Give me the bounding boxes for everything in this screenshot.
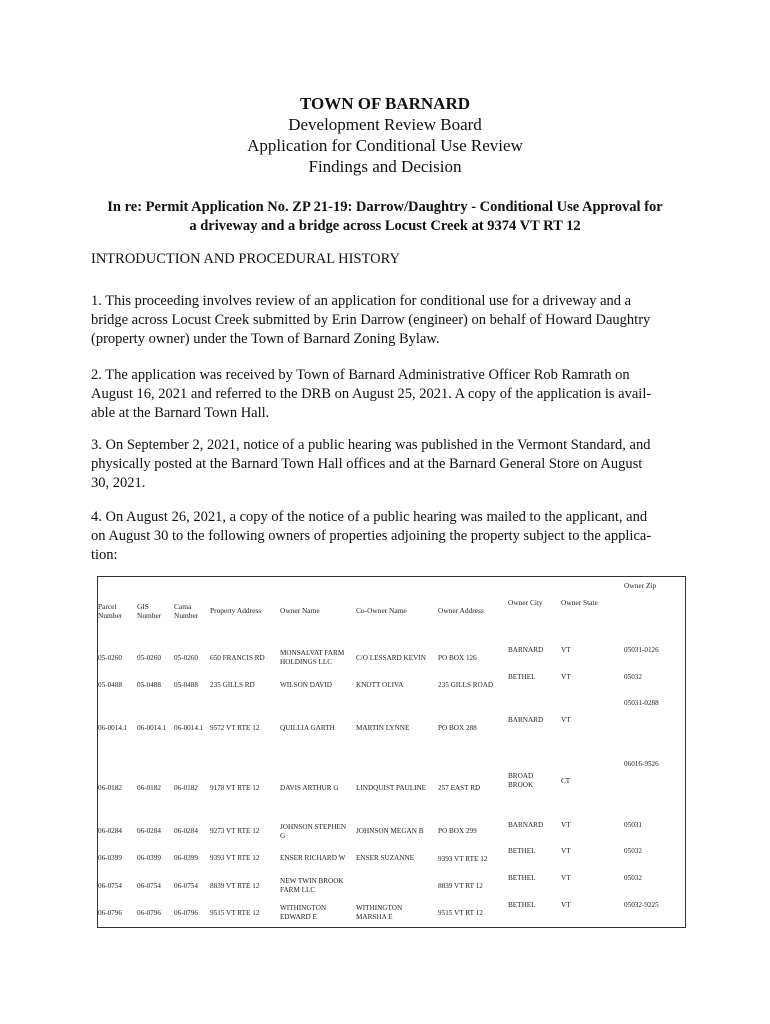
cell-gis: 06-0796 <box>137 909 161 917</box>
cell-state: VT <box>561 716 571 724</box>
cell-parcel: 05-0260 <box>98 654 122 662</box>
cell-parcel: 06-0182 <box>98 784 122 792</box>
cell-text: NEW TWIN BROOK <box>280 877 344 885</box>
cell-co-owner: KNOTT OLIVA <box>356 681 404 689</box>
cell-property: 9273 VT RTE 12 <box>210 827 260 835</box>
header-text: Number <box>137 611 162 620</box>
adjoining-owners-table <box>97 576 686 928</box>
cell-gis: 06-0754 <box>137 882 161 890</box>
cell-text: MONSALVAT FARM <box>280 649 345 657</box>
cell-text: WITHINGTON <box>280 904 327 912</box>
cell-city: BARNARD <box>508 646 544 654</box>
paragraph-line: 4. On August 26, 2021, a copy of the notice of a public hearing was mailed to the applicant, and <box>91 509 648 525</box>
cell-gis: 06-0014.1 <box>137 724 167 732</box>
cell-text: FARM LLC <box>280 886 316 894</box>
cell-owner <box>280 649 344 667</box>
cell-zip: 05032 <box>624 673 642 681</box>
cell-text: BROOK <box>508 781 534 789</box>
cell-state: VT <box>561 646 571 654</box>
cell-owner <box>280 904 326 922</box>
cell-address: 9515 VT RT 12 <box>438 909 483 917</box>
cell-cama: 06-0796 <box>174 909 198 917</box>
paragraph-line: 2. The application was received by Town of Barnard Administrative Officer Rob Ramrath on <box>91 367 630 383</box>
cell-cama: 06-0754 <box>174 882 198 890</box>
cell-zip: 05032 <box>624 847 642 855</box>
cell-property: 9572 VT RTE 12 <box>210 724 260 732</box>
cell-state: CT <box>561 777 571 785</box>
cell-city <box>508 772 533 790</box>
board-title: Development Review Board <box>288 115 482 134</box>
cell-address: 8839 VT RT 12 <box>438 882 483 890</box>
in-re-line-1: In re: Permit Application No. ZP 21-19: Darrow/Daughtry - Conditional Use Approval for <box>107 199 663 215</box>
cell-property: 235 GILLS RD <box>210 681 255 689</box>
cell-cama: 05-0260 <box>174 654 198 662</box>
cell-zip: 05032 <box>624 874 642 882</box>
cell-text: EDWARD E <box>280 913 317 921</box>
cell-address: PO BOX 126 <box>438 654 477 662</box>
cell-co-owner: WITHINGTON MARSHA E <box>356 904 403 921</box>
cell-parcel: 06-0754 <box>98 882 122 890</box>
cell-zip: 06016-9526 <box>624 760 659 768</box>
header-owner-name: Owner Name <box>280 606 320 615</box>
header-owner-address: Owner Address <box>438 606 484 615</box>
cell-parcel: 06-0796 <box>98 909 122 917</box>
paragraph-line: 3. On September 2, 2021, notice of a public hearing was published in the Vermont Standard, and <box>91 437 651 453</box>
cell-property: 9515 VT RTE 12 <box>210 909 260 917</box>
cell-city: BARNARD <box>508 716 544 724</box>
cell-property: 9393 VT RTE 12 <box>210 854 260 862</box>
cell-cama: 06-0182 <box>174 784 198 792</box>
header-owner-city: Owner City <box>508 598 543 607</box>
header-text: Number <box>174 611 199 620</box>
cell-cama: 06-0284 <box>174 827 198 835</box>
cell-gis: 06-0182 <box>137 784 161 792</box>
cell-city: BETHEL <box>508 847 536 855</box>
findings-title: Findings and Decision <box>308 157 462 176</box>
paragraph-line: 30, 2021. <box>91 475 146 491</box>
cell-city: BETHEL <box>508 901 536 909</box>
cell-cama: 06-0399 <box>174 854 198 862</box>
cell-owner: DAVIS ARTHUR G <box>280 784 339 792</box>
cell-gis: 06-0399 <box>137 854 161 862</box>
header-property-address: Property Address <box>210 606 262 615</box>
cell-parcel: 06-0014.1 <box>98 724 128 732</box>
cell-owner <box>280 823 346 841</box>
cell-city: BETHEL <box>508 874 536 882</box>
cell-zip: 05032-9225 <box>624 901 659 909</box>
cell-parcel: 06-0399 <box>98 854 122 862</box>
cell-address: PO BOX 288 <box>438 724 477 732</box>
cell-co-owner: C/O LESSARD KEVIN <box>356 654 426 662</box>
cell-text: JOHNSON STEPHEN <box>280 823 347 831</box>
cell-cama: 06-0014.1 <box>174 724 204 732</box>
paragraph-line: bridge across Locust Creek submitted by Erin Darrow (engineer) on behalf of Howard Daughtry <box>91 312 651 328</box>
title-block <box>0 93 770 177</box>
paragraph-line: tion: <box>91 547 118 563</box>
paragraph-line: able at the Barnard Town Hall. <box>91 405 270 421</box>
paragraph-line: 1. This proceeding involves review of an application for conditional use for a driveway and a <box>91 293 632 309</box>
cell-property: 9178 VT RTE 12 <box>210 784 260 792</box>
cell-owner <box>280 877 344 895</box>
header-owner-state: Owner State <box>561 598 598 607</box>
in-re-heading <box>88 198 682 236</box>
paragraph-line: (property owner) under the Town of Barnard Zoning Bylaw. <box>91 331 440 347</box>
paragraph-line: on August 30 to the following owners of properties adjoining the property subject to the applica- <box>91 528 652 544</box>
in-re-line-2: a driveway and a bridge across Locust Creek at 9374 VT RT 12 <box>189 218 581 234</box>
header-text: Number <box>98 611 123 620</box>
cell-text: BROAD <box>508 772 534 780</box>
header-text: Cama <box>174 602 192 611</box>
cell-address: PO BOX 299 <box>438 827 477 835</box>
cell-owner: WILSON DAVID <box>280 681 332 689</box>
cell-city: BARNARD <box>508 821 544 829</box>
header-text: Parcel <box>98 602 117 611</box>
header-parcel <box>98 602 122 620</box>
cell-text: G <box>280 832 286 840</box>
cell-co-owner: MARTIN LYNNE <box>356 724 410 732</box>
cell-owner: QUILLIA GARTH <box>280 724 335 732</box>
cell-gis: 05-0488 <box>137 681 161 689</box>
cell-state: VT <box>561 821 571 829</box>
cell-property: 8839 VT RTE 12 <box>210 882 260 890</box>
cell-cama: 05-0488 <box>174 681 198 689</box>
cell-address: 235 GILLS ROAD <box>438 681 494 689</box>
header-gis <box>137 602 161 620</box>
cell-co-owner: ENSER SUZANNE <box>356 854 415 862</box>
header-co-owner-name: Co-Owner Name <box>356 606 407 615</box>
cell-gis: 05-0260 <box>137 654 161 662</box>
cell-address: 257 EAST RD <box>438 784 481 792</box>
header-text: GIS <box>137 602 149 611</box>
cell-parcel: 06-0284 <box>98 827 122 835</box>
cell-city: BETHEL <box>508 673 536 681</box>
cell-state: VT <box>561 847 571 855</box>
cell-zip: 05031-0126 <box>624 646 659 654</box>
cell-state: VT <box>561 874 571 882</box>
header-owner-zip: Owner Zip <box>624 581 657 590</box>
town-title: TOWN OF BARNARD <box>299 94 470 113</box>
application-title: Application for Conditional Use Review <box>247 136 523 155</box>
paragraph-line: physically posted at the Barnard Town Hall offices and at the Barnard General Store on August <box>91 456 643 472</box>
cell-co-owner: JOHNSON MEGAN B <box>356 827 424 835</box>
cell-text: HOLDINGS LLC <box>280 658 333 666</box>
cell-gis: 06-0284 <box>137 827 161 835</box>
paragraph-4 <box>91 508 681 565</box>
cell-address: 9393 VT RTE 12 <box>438 855 488 863</box>
paragraph-2 <box>91 366 681 423</box>
section-heading: INTRODUCTION AND PROCEDURAL HISTORY <box>91 251 400 267</box>
cell-parcel: 05-0488 <box>98 681 122 689</box>
cell-co-owner: LINDQUIST PAULINE <box>356 784 427 792</box>
paragraph-line: August 16, 2021 and referred to the DRB on August 25, 2021. A copy of the application is avail- <box>91 386 652 402</box>
cell-zip: 05031 <box>624 821 642 829</box>
paragraph-3 <box>91 436 681 493</box>
cell-property: 650 FRANCIS RD <box>210 654 265 662</box>
cell-state: VT <box>561 673 571 681</box>
cell-owner: ENSER RICHARD W <box>280 854 346 862</box>
header-cama <box>174 602 198 620</box>
paragraph-1 <box>91 292 681 349</box>
cell-zip: 05031-0288 <box>624 699 659 707</box>
cell-state: VT <box>561 901 571 909</box>
